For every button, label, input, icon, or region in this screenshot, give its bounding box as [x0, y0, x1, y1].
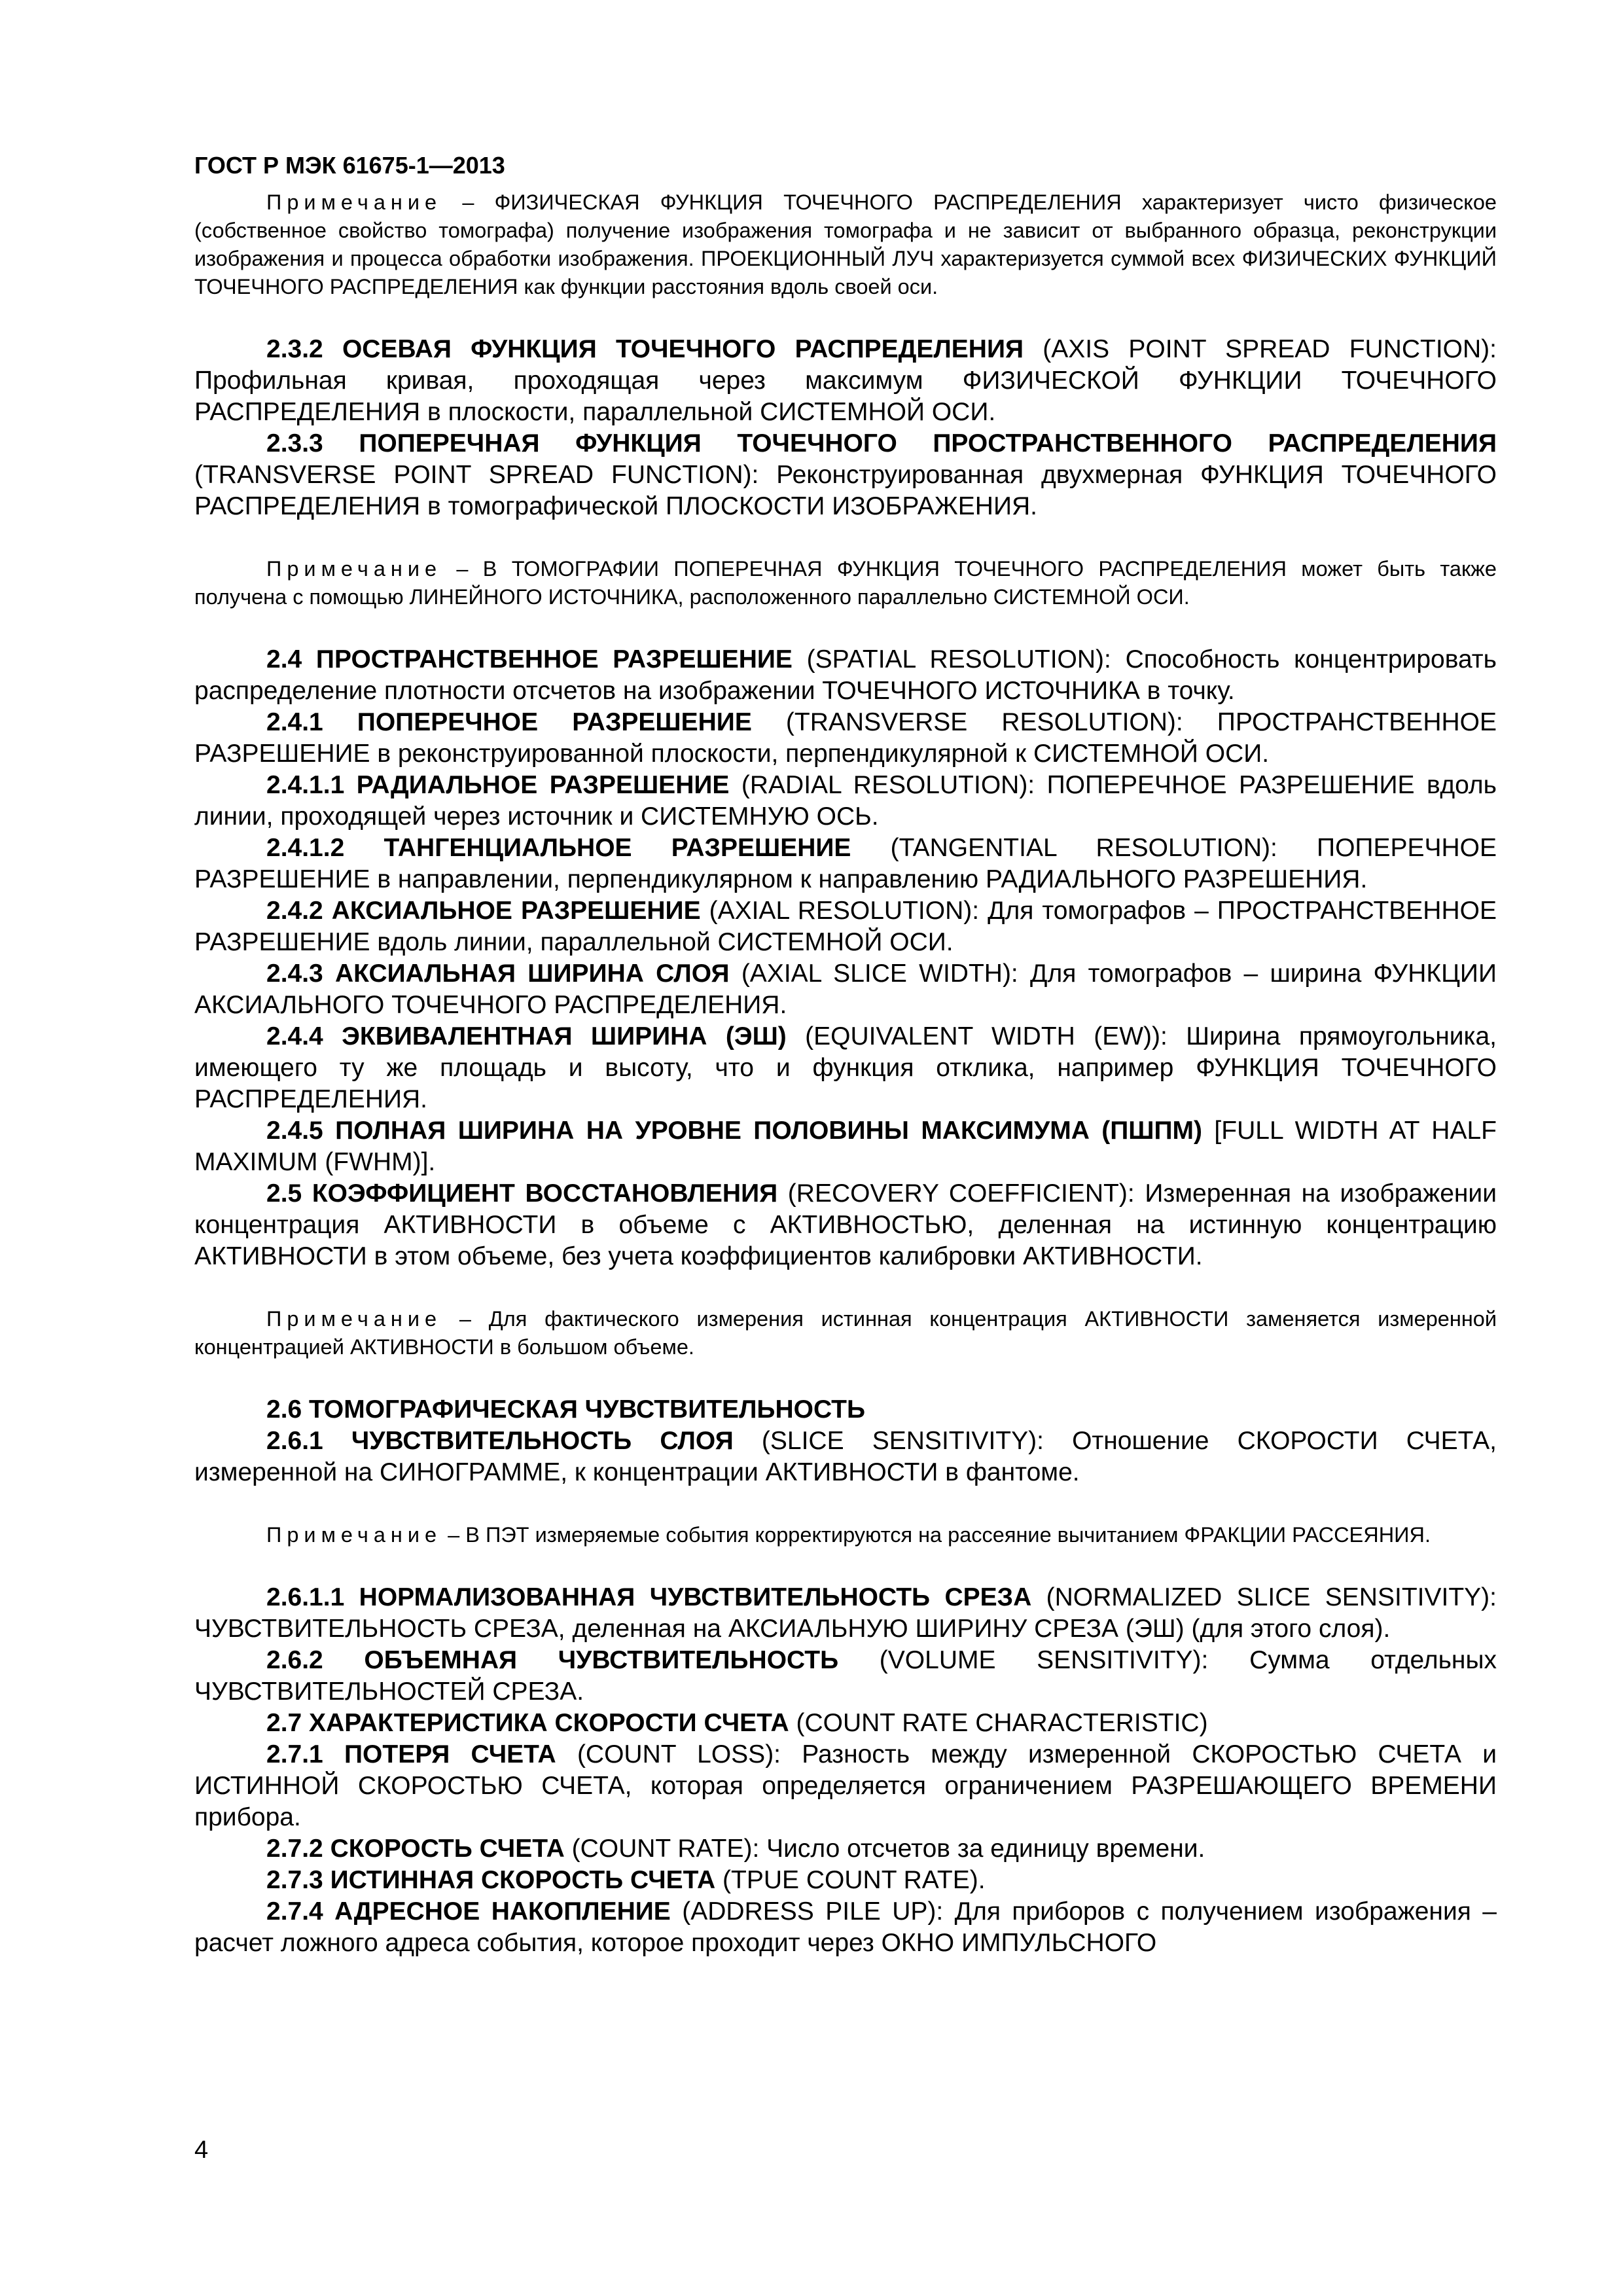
term-2-4-1-2: 2.4.1.2 ТАНГЕНЦИАЛЬНОЕ РАЗРЕШЕНИЕ: [266, 834, 851, 862]
note-text: – В ПЭТ измеряемые события корректируются на рассеяние вычитанием ФРАКЦИИ РАССЕЯНИЯ.: [442, 1523, 1431, 1547]
section-2-4-4: [194, 1021, 1497, 1115]
definition-2-3-3: (TRANSVERSE POINT SPREAD FUNCTION): Реконструированная двухмерная ФУНКЦИЯ ТОЧЕЧНОГО РАСПРЕДЕЛЕНИЯ в томографической ПЛОСКОСТИ ИЗОБРАЖЕНИЯ.: [194, 461, 1497, 520]
term-2-7-1: 2.7.1 ПОТЕРЯ СЧЕТА: [266, 1740, 556, 1768]
term-2-4: 2.4 ПРОСТРАНСТВЕННОЕ РАЗРЕШЕНИЕ: [266, 645, 793, 673]
note-label: Примечание: [266, 190, 442, 214]
term-2-4-5: 2.4.5 ПОЛНАЯ ШИРИНА НА УРОВНЕ ПОЛОВИНЫ МАКСИМУМА (ПШПМ): [266, 1117, 1203, 1145]
term-2-4-1-1: 2.4.1.1 РАДИАЛЬНОЕ РАЗРЕШЕНИЕ: [266, 771, 730, 799]
note-recovery-coefficient: [194, 1305, 1497, 1361]
document-page: [194, 151, 1497, 1959]
section-2-6-1-1: [194, 1582, 1497, 1645]
definition-2-4-1: (TRANSVERSE RESOLUTION): ПРОСТРАНСТВЕННОЕ РАЗРЕШЕНИЕ в реконструированной плоскости, перпендикулярной к СИСТЕМНОЙ ОСИ.: [194, 708, 1497, 768]
section-2-3-3: [194, 428, 1497, 522]
definition-2-4-2: (AXIAL RESOLUTION): Для томографов – ПРОСТРАНСТВЕННОЕ РАЗРЕШЕНИЕ вдоль линии, параллельной СИСТЕМНОЙ ОСИ.: [194, 897, 1497, 956]
definition-2-7-3: (TPUE COUNT RATE).: [715, 1866, 986, 1894]
definition-2-3-2: (AXIS POINT SPREAD FUNCTION): Профильная кривая, проходящая через максимум ФИЗИЧЕСКОЙ ФУНКЦИИ ТОЧЕЧНОГО РАСПРЕДЕЛЕНИЯ в плоскости, параллельной СИСТЕМНОЙ ОСИ.: [194, 335, 1497, 426]
definition-2-5: (RECOVERY COEFFICIENT): Измеренная на изображении концентрация АКТИВНОСТИ в объеме с АКТИВНОСТЬЮ, деленная на истинную концентрацию АКТИВНОСТИ в этом объеме, без учета коэффициентов калибровки АКТИВНОСТИ.: [194, 1179, 1497, 1270]
section-2-4-2: [194, 895, 1497, 958]
section-2-4-1-1: [194, 770, 1497, 833]
section-2-5: [194, 1178, 1497, 1272]
term-2-3-2: 2.3.2 ОСЕВАЯ ФУНКЦИЯ ТОЧЕЧНОГО РАСПРЕДЕЛЕНИЯ: [266, 335, 1024, 363]
definition-2-6-2: (VOLUME SENSITIVITY): Сумма отдельных ЧУВСТВИТЕЛЬНОСТЕЙ СРЕЗА.: [194, 1646, 1497, 1706]
term-2-4-3: 2.4.3 АКСИАЛЬНАЯ ШИРИНА СЛОЯ: [266, 960, 730, 988]
section-2-4-1: [194, 707, 1497, 770]
term-2-6: 2.6 ТОМОГРАФИЧЕСКАЯ ЧУВСТВИТЕЛЬНОСТЬ: [266, 1395, 866, 1424]
section-2-6: [194, 1394, 1497, 1426]
term-2-7: 2.7 ХАРАКТЕРИСТИКА СКОРОСТИ СЧЕТА: [266, 1709, 789, 1737]
definition-2-7: (COUNT RATE CHARACTERISTIC): [789, 1709, 1208, 1737]
section-2-4-3: [194, 958, 1497, 1021]
term-2-6-1: 2.6.1 ЧУВСТВИТЕЛЬНОСТЬ СЛОЯ: [266, 1427, 734, 1455]
note-text: – ФИЗИЧЕСКАЯ ФУНКЦИЯ ТОЧЕЧНОГО РАСПРЕДЕЛЕНИЯ характеризует чисто физическое (собственное свойство томографа) получение изображения томографа и не зависит от выбранного образца, реконструкции изображения и процесса обработки изображения. ПРОЕКЦИОННЫЙ ЛУЧ характеризуется суммой всех ФИЗИЧЕСКИХ ФУНКЦИЙ ТОЧЕЧНОГО РАСПРЕДЕЛЕНИЯ как функции расстояния вдоль своей оси.: [194, 190, 1497, 298]
definition-2-4-3: (AXIAL SLICE WIDTH): Для томографов – ширина ФУНКЦИИ АКСИАЛЬНОГО ТОЧЕЧНОГО РАСПРЕДЕЛЕНИЯ.: [194, 960, 1497, 1019]
term-2-4-4: 2.4.4 ЭКВИВАЛЕНТНАЯ ШИРИНА (ЭШ): [266, 1022, 787, 1050]
note-pet-scatter: [194, 1521, 1497, 1549]
note-transverse-psf: [194, 555, 1497, 611]
page-number: 4: [194, 2136, 209, 2164]
definition-2-4: (SPATIAL RESOLUTION): Способность концентрировать распределение плотности отсчетов на изображении ТОЧЕЧНОГО ИСТОЧНИКА в точку.: [194, 645, 1497, 705]
section-2-7-3: [194, 1865, 1497, 1896]
section-2-7: [194, 1708, 1497, 1739]
term-2-5: 2.5 КОЭФФИЦИЕНТ ВОССТАНОВЛЕНИЯ: [266, 1179, 778, 1208]
section-2-4-5: [194, 1115, 1497, 1178]
definition-2-7-4: (ADDRESS PILE UP): Для приборов с получением изображения – расчет ложного адреса события, которое проходит через ОКНО ИМПУЛЬСНОГО: [194, 1897, 1497, 1957]
definition-2-4-1-2: (TANGENTIAL RESOLUTION): ПОПЕРЕЧНОЕ РАЗРЕШЕНИЕ в направлении, перпендикулярном к направлению РАДИАЛЬНОГО РАЗРЕШЕНИЯ.: [194, 834, 1497, 893]
section-2-4-1-2: [194, 833, 1497, 895]
definition-2-4-1-1: (RADIAL RESOLUTION): ПОПЕРЕЧНОЕ РАЗРЕШЕНИЕ вдоль линии, проходящей через источник и СИСТЕМНУЮ ОСЬ.: [194, 771, 1497, 831]
section-2-6-2: [194, 1645, 1497, 1708]
definition-2-4-4: (EQUIVALENT WIDTH (EW)): Ширина прямоугольника, имеющего ту же площадь и высоту, что и функция отклика, например ФУНКЦИЯ ТОЧЕЧНОГО РАСПРЕДЕЛЕНИЯ.: [194, 1022, 1497, 1113]
note-text: – В ТОМОГРАФИИ ПОПЕРЕЧНАЯ ФУНКЦИЯ ТОЧЕЧНОГО РАСПРЕДЕЛЕНИЯ может быть также получена с помощью ЛИНЕЙНОГО ИСТОЧНИКА, расположенного параллельно СИСТЕМНОЙ ОСИ.: [194, 557, 1497, 609]
term-2-7-2: 2.7.2 СКОРОСТЬ СЧЕТА: [266, 1835, 565, 1863]
term-2-7-3: 2.7.3 ИСТИННАЯ СКОРОСТЬ СЧЕТА: [266, 1866, 716, 1894]
note-physical-psf: [194, 188, 1497, 301]
term-2-3-3: 2.3.3 ПОПЕРЕЧНАЯ ФУНКЦИЯ ТОЧЕЧНОГО ПРОСТРАНСТВЕННОГО РАСПРЕДЕЛЕНИЯ: [266, 429, 1497, 457]
section-2-4: [194, 644, 1497, 707]
note-label: Примечание: [266, 557, 442, 581]
document-header: ГОСТ Р МЭК 61675-1—2013: [194, 152, 505, 179]
section-2-3-2: [194, 334, 1497, 428]
definition-2-4-5: [FULL WIDTH AT HALF MAXIMUM (FWHM)].: [194, 1117, 1497, 1176]
note-label: Примечание: [266, 1307, 442, 1331]
section-2-7-2: [194, 1833, 1497, 1865]
definition-2-7-2: (COUNT RATE): Число отсчетов за единицу времени.: [564, 1835, 1205, 1863]
term-2-6-1-1: 2.6.1.1 НОРМАЛИЗОВАННАЯ ЧУВСТВИТЕЛЬНОСТЬ СРЕЗА: [266, 1583, 1032, 1611]
note-label: Примечание: [266, 1523, 442, 1547]
term-2-7-4: 2.7.4 АДРЕСНОЕ НАКОПЛЕНИЕ: [266, 1897, 671, 1926]
definition-2-6-1-1: (NORMALIZED SLICE SENSITIVITY): ЧУВСТВИТЕЛЬНОСТЬ СРЕЗА, деленная на АКСИАЛЬНУЮ ШИРИНУ СРЕЗА (ЭШ) (для этого слоя).: [194, 1583, 1497, 1643]
term-2-6-2: 2.6.2 ОБЪЕМНАЯ ЧУВСТВИТЕЛЬНОСТЬ: [266, 1646, 839, 1674]
section-2-6-1: [194, 1426, 1497, 1488]
definition-2-6-1: (SLICE SENSITIVITY): Отношение СКОРОСТИ СЧЕТА, измеренной на СИНОГРАММЕ, к концентрации АКТИВНОСТИ в фантоме.: [194, 1427, 1497, 1486]
term-2-4-1: 2.4.1 ПОПЕРЕЧНОЕ РАЗРЕШЕНИЕ: [266, 708, 752, 736]
term-2-4-2: 2.4.2 АКСИАЛЬНОЕ РАЗРЕШЕНИЕ: [266, 897, 701, 925]
note-text: – Для фактического измерения истинная концентрация АКТИВНОСТИ заменяется измеренной концентрацией АКТИВНОСТИ в большом объеме.: [194, 1307, 1497, 1359]
definition-2-7-1: (COUNT LOSS): Разность между измеренной СКОРОСТЬЮ СЧЕТА и ИСТИННОЙ СКОРОСТЬЮ СЧЕТА, которая определяется ограничением РАЗРЕШАЮЩЕГО ВРЕМЕНИ прибора.: [194, 1740, 1497, 1831]
section-2-7-1: [194, 1739, 1497, 1833]
section-2-7-4: [194, 1896, 1497, 1959]
